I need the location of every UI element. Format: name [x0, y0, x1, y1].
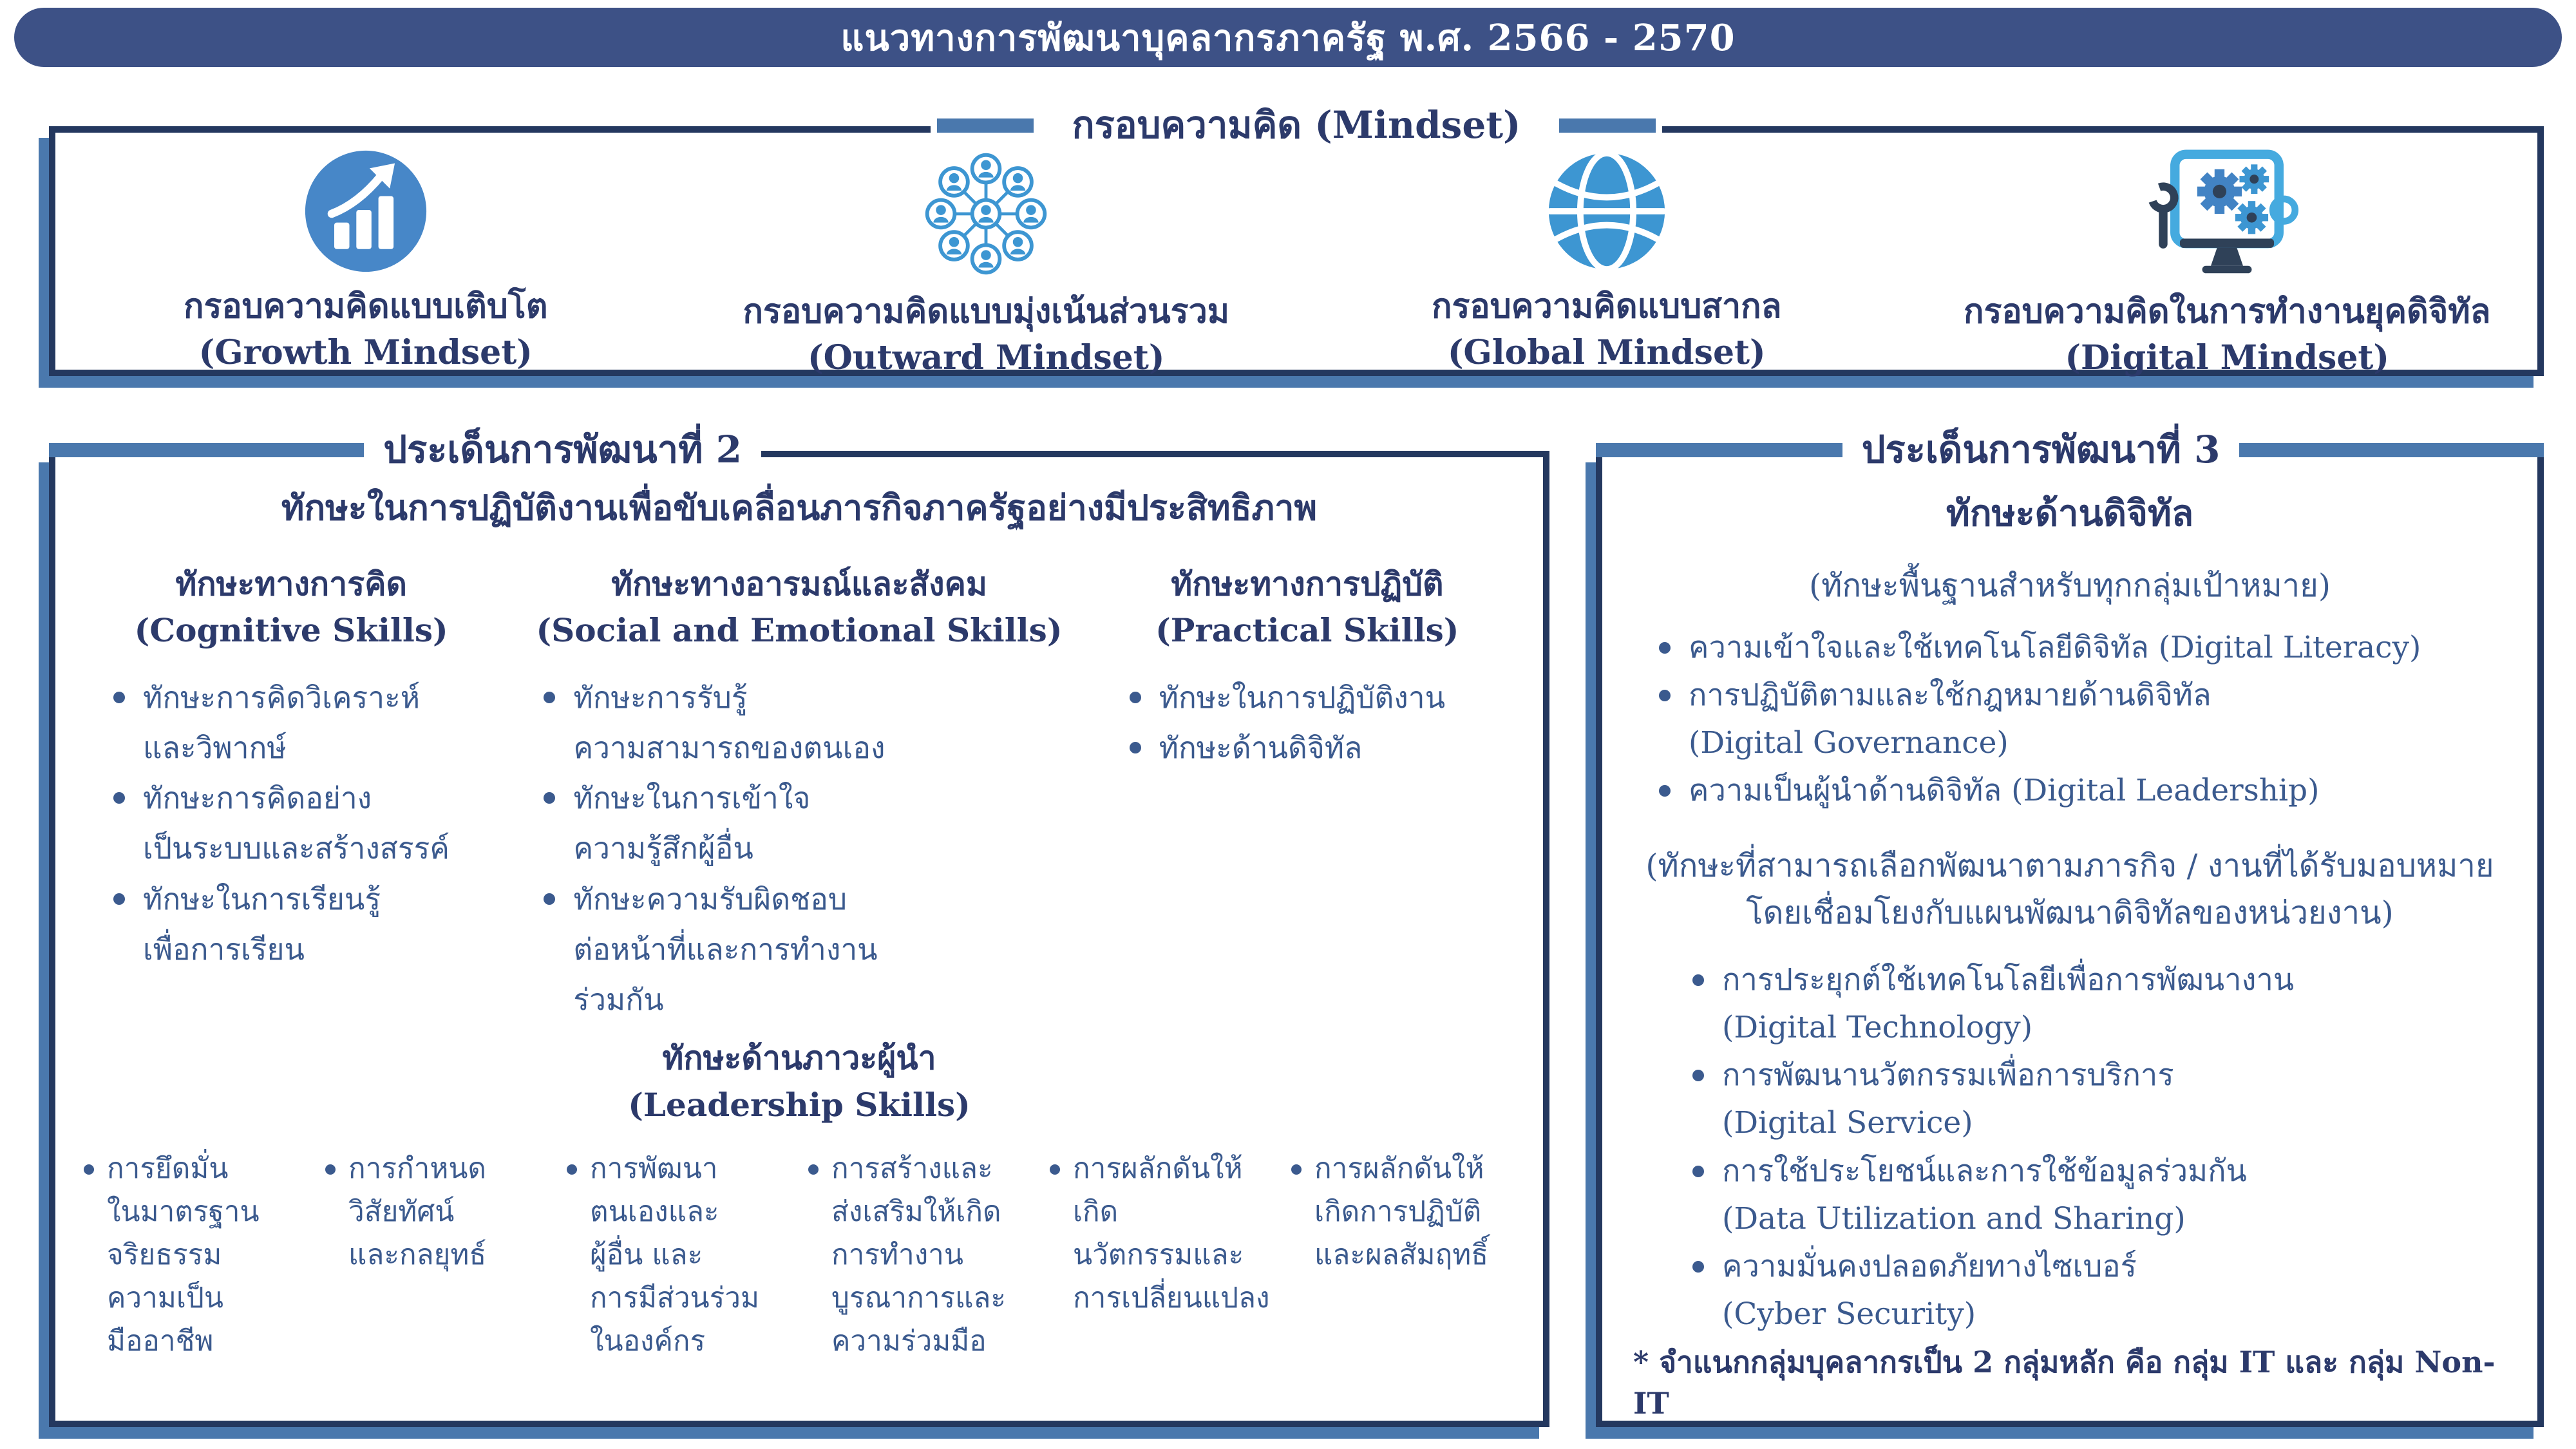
- list-item: ทักษะความรับผิดชอบ ต่อหน้าที่และการทำงาน ร่วมกัน: [544, 874, 1084, 1025]
- list-item: การใช้ประโยชน์และการใช้ข้อมูลร่วมกัน (Data Utilization and Sharing): [1692, 1148, 2506, 1244]
- accent-dash-left: [1596, 443, 1842, 457]
- list-item: การผลักดันให้ เกิดการปฏิบัติ และผลสัมฤทธิ์: [1291, 1148, 1515, 1363]
- accent-dash-left: [49, 443, 364, 457]
- development-topic-3-section: [1596, 428, 2544, 1427]
- topic2-title: ประเด็นการพัฒนาที่ 2: [364, 428, 761, 473]
- bullet-dot: [567, 1164, 577, 1175]
- list-item: การพัฒนานวัตกรรมเพื่อการบริการ (Digital Service): [1692, 1052, 2506, 1148]
- leadership-bullets-row: [84, 1148, 1515, 1363]
- mindset-items-row: [55, 133, 2537, 377]
- accent-dash-right: [2239, 443, 2544, 457]
- topic3-subtitle: ทักษะด้านดิจิทัล: [1946, 492, 2194, 535]
- list-item: ความเข้าใจและใช้เทคโนโลยีดิจิทัล (Digital Literacy): [1659, 624, 2506, 672]
- topic2-title-row: [49, 428, 1549, 473]
- list-item: ความมั่นคงปลอดภัยทางไซเบอร์ (Cyber Security): [1692, 1243, 2506, 1339]
- list-item: ทักษะด้านดิจิทัล: [1130, 723, 1515, 773]
- bullet-dot: [1130, 742, 1141, 753]
- topic3-optional-note: (ทักษะที่สามารถเลือกพัฒนาตามภารกิจ / งานที่ได้รับมอบหมาย โดยเชื่อมโยงกับแผนพัฒนาดิจิทัลของหน่วยงาน): [1645, 847, 2494, 931]
- bullet-dot: [1659, 642, 1671, 654]
- bullet-dot: [1692, 974, 1704, 986]
- list-item: การพัฒนา ตนเองและ ผู้อื่น และ การมีส่วนร่วม ในองค์กร: [567, 1148, 790, 1363]
- list-item: ทักษะการคิดวิเคราะห์ และวิพากษ์: [113, 672, 498, 773]
- list-item: ความเป็นผู้นำด้านดิจิทัล (Digital Leadership): [1659, 767, 2506, 815]
- topic3-title-row: [1596, 428, 2544, 473]
- accent-dash-left: [937, 118, 1034, 133]
- topic2-subtitle: ทักษะในการปฏิบัติงานเพื่อขับเคลื่อนภารกิจภาครัฐอย่างมีประสิทธิภาพ: [281, 487, 1318, 528]
- bullet-dot: [544, 792, 555, 804]
- bullet-dot: [113, 893, 125, 905]
- bullet-dot: [1692, 1261, 1704, 1273]
- list-item: ทักษะในการเข้าใจ ความรู้สึกผู้อื่น: [544, 773, 1084, 873]
- leadership-skills-header: ทักษะด้านภาวะผู้นำ (Leadership Skills): [628, 1039, 971, 1124]
- skills-column-cognitive: [84, 561, 498, 1025]
- topic3-title: ประเด็นการพัฒนาที่ 3: [1842, 428, 2240, 473]
- growth-chart-icon: [303, 148, 429, 274]
- topic3-content: [1602, 457, 2537, 1421]
- development-topic-2-section: [49, 428, 1549, 1427]
- bullet-dot: [1659, 785, 1671, 797]
- bullet-dot: [808, 1164, 819, 1175]
- bullet-dot: [1130, 692, 1141, 703]
- mindset-item-label: กรอบความคิดในการทำงานยุคดิจิทัล (Digital Mindset): [1964, 292, 2491, 377]
- list-item: การยึดมั่น ในมาตรฐาน จริยธรรม ความเป็น มืออาชีพ: [84, 1148, 307, 1363]
- mindset-item-outward: [676, 148, 1297, 377]
- digital-optional-skills-list: [1633, 956, 2506, 1339]
- accent-dash-right: [1559, 118, 1656, 133]
- list-item: ทักษะการรับรู้ ความสามารถของตนเอง: [544, 672, 1084, 773]
- mindset-title-row: [49, 103, 2544, 148]
- bullet-dot: [1659, 690, 1671, 701]
- bullet-dot: [544, 893, 555, 905]
- list-item: ทักษะการคิดอย่าง เป็นระบบและสร้างสรรค์: [113, 773, 498, 873]
- banner: [14, 8, 2562, 67]
- bullet-dot: [1291, 1164, 1302, 1175]
- mindset-title-pill: [931, 103, 1663, 148]
- skills-column-header: ทักษะทางการคิด (Cognitive Skills): [134, 564, 448, 650]
- bullet-dot: [1050, 1164, 1060, 1175]
- page-title: แนวทางการพัฒนาบุคลากรภาครัฐ พ.ศ. 2566 - 2570: [840, 16, 1736, 59]
- mindset-item-global: [1296, 148, 1917, 370]
- mindset-item-label: กรอบความคิดแบบเติบโต (Growth Mindset): [184, 287, 548, 372]
- bullet-dot: [1692, 1166, 1704, 1177]
- mindset-section: [49, 103, 2544, 377]
- mindset-item-growth: [55, 148, 676, 370]
- list-item: การสร้างและ ส่งเสริมให้เกิด การทำงาน บูรณาการและ ความร่วมมือ: [808, 1148, 1032, 1363]
- list-item: การผลักดันให้เกิด นวัตกรรมและ การเปลี่ยนแปลง: [1050, 1148, 1273, 1363]
- skills-columns: [84, 561, 1515, 1025]
- topic3-basic-note: (ทักษะพื้นฐานสำหรับทุกกลุ่มเป้าหมาย): [1809, 567, 2331, 604]
- digital-basic-skills-list: [1633, 624, 2506, 815]
- bullet-dot: [84, 1164, 94, 1175]
- globe-icon: [1544, 148, 1670, 274]
- list-item: การกำหนด วิสัยทัศน์ และกลยุทธ์: [325, 1148, 549, 1363]
- topic3-footnote: * จำแนกกลุ่มบุคลากรเป็น 2 กลุ่มหลัก คือ กลุ่ม IT และ กลุ่ม Non-IT: [1633, 1344, 2496, 1421]
- bullet-dot: [113, 792, 125, 804]
- skills-column-header: ทักษะทางอารมณ์และสังคม (Social and Emotional Skills): [536, 564, 1063, 650]
- people-network-icon: [920, 148, 1052, 279]
- mindset-item-label: กรอบความคิดแบบสากล (Global Mindset): [1432, 287, 1782, 372]
- bullet-dot: [1692, 1070, 1704, 1081]
- bullet-dot: [325, 1164, 336, 1175]
- digital-monitor-gears-icon: [2146, 148, 2307, 279]
- list-item: ทักษะในการปฏิบัติงาน: [1130, 672, 1515, 723]
- bullet-dot: [113, 692, 125, 703]
- list-item: การปฏิบัติตามและใช้กฎหมายด้านดิจิทัล (Digital Governance): [1659, 672, 2506, 768]
- skills-column-practical: [1100, 561, 1515, 1025]
- mindset-item-label: กรอบความคิดแบบมุ่งเน้นส่วนรวม (Outward Mindset): [743, 292, 1230, 377]
- list-item: การประยุกต์ใช้เทคโนโลยีเพื่อการพัฒนางาน (Digital Technology): [1692, 956, 2506, 1052]
- skills-column-social-emotional: [514, 561, 1084, 1025]
- mindset-item-digital: [1917, 148, 2538, 377]
- topic2-content: [55, 457, 1543, 1421]
- bullet-dot: [544, 692, 555, 703]
- mindset-section-title: กรอบความคิด (Mindset): [1053, 103, 1540, 148]
- list-item: ทักษะในการเรียนรู้ เพื่อการเรียน: [113, 874, 498, 974]
- skills-column-header: ทักษะทางการปฏิบัติ (Practical Skills): [1155, 564, 1459, 650]
